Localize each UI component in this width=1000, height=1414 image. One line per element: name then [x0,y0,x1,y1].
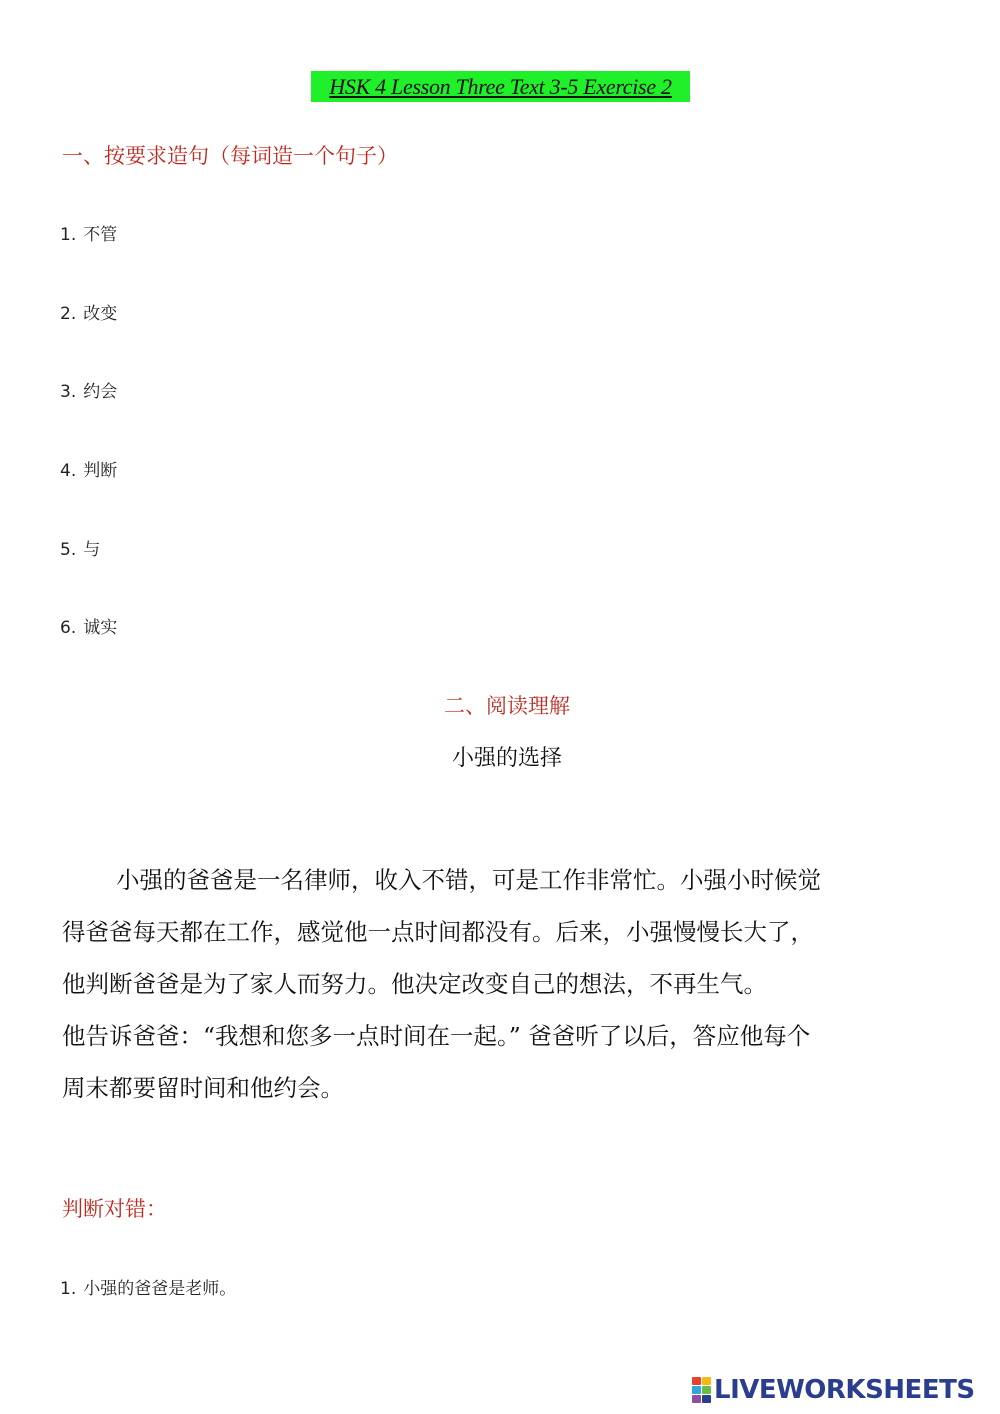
item-number: 1. [60,225,77,245]
item-number: 5. [60,540,77,560]
question-item [60,1274,236,1299]
list-item [60,220,117,245]
list-item [60,377,117,402]
passage-line: 小强的爸爸是一名律师，收入不错，可是工作非常忙。小强小时候觉 [116,866,821,894]
logo-tile [702,1386,711,1394]
item-word: 诚实 [83,618,118,638]
passage-line: 他告诉爸爸：“我想和您多一点时间在一起。” 爸爸听了以后，答应他每个 [62,1022,811,1050]
logo-tile [692,1377,701,1385]
liveworksheets-brand [692,1375,975,1405]
section1-heading: 一、按要求造句（每词造一个句子） [62,144,398,168]
brand-name: LIVEWORKSHEETS [714,1375,975,1405]
item-number: 3. [60,382,77,402]
passage-line: 得爸爸每天都在工作，感觉他一点时间都没有。后来，小强慢慢长大了， [62,918,814,946]
list-item [60,613,117,638]
item-word: 与 [83,540,101,560]
worksheet-title: HSK 4 Lesson Three Text 3-5 Exercise 2 [311,71,690,102]
item-word: 约会 [83,382,118,402]
logo-tile [692,1386,701,1394]
item-number: 4. [60,461,77,481]
liveworksheets-logo-icon [692,1377,711,1403]
list-item [60,535,100,560]
item-word: 不管 [83,225,118,245]
section2-heading: 二、阅读理解 [444,694,570,718]
passage-line: 周末都要留时间和他约会。 [62,1074,344,1102]
list-item [60,299,117,324]
logo-tile [702,1395,711,1403]
passage-line: 他判断爸爸是为了家人而努力。他决定改变自己的想法，不再生气。 [62,970,767,998]
item-number: 6. [60,618,77,638]
list-item [60,456,117,481]
item-word: 改变 [83,304,118,324]
logo-tile [702,1377,711,1385]
item-word: 判断 [83,461,118,481]
reading-passage [62,854,962,1114]
logo-tile [692,1395,701,1403]
section3-heading: 判断对错： [62,1197,167,1221]
item-number: 2. [60,304,77,324]
question-number: 1. [60,1279,77,1299]
question-text: 小强的爸爸是老师。 [83,1279,237,1299]
passage-title: 小强的选择 [451,746,562,771]
